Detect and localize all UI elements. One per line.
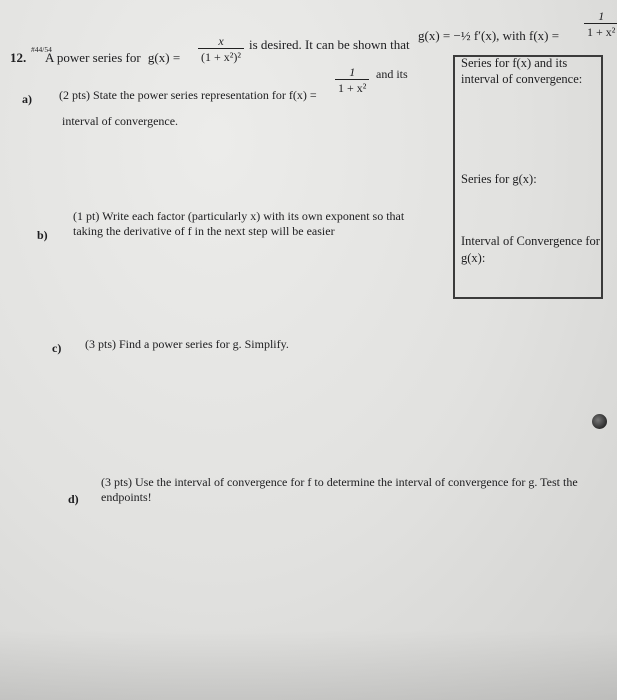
part-d-label: d)	[68, 492, 79, 506]
answer-box-interval-g: Interval of Convergence for g(x):	[461, 234, 600, 265]
part-b-label: b)	[37, 228, 48, 242]
part-b-line-2: taking the derivative of f in the next step will be easier	[73, 224, 335, 238]
binder-hole-icon	[592, 414, 607, 429]
page-shadow	[0, 630, 617, 700]
f-fraction-numerator: 1	[598, 9, 605, 23]
derivative-relation: g(x) = −½ f′(x), with f(x) =	[418, 28, 560, 43]
question-desired-text: is desired. It can be shown that	[249, 37, 410, 52]
f-fraction	[582, 10, 617, 39]
g-label: g(x) =	[147, 50, 181, 65]
f-fraction-denominator: 1 + x²	[584, 23, 617, 39]
part-c-text: (3 pts) Find a power series for g. Simplify.	[85, 337, 289, 351]
g-fraction-numerator: x	[218, 34, 224, 48]
answer-box-series-g: Series for g(x):	[461, 172, 537, 186]
part-d-text	[101, 475, 578, 505]
part-b-text	[73, 209, 404, 239]
answer-box-title: Series for f(x) and its interval of convergence:	[461, 56, 583, 86]
part-c-label: c)	[52, 341, 62, 355]
part-a-fraction	[333, 66, 371, 95]
question-number: 12.	[10, 50, 27, 65]
g-fraction	[196, 35, 246, 64]
part-d-line-1: (3 pts) Use the interval of convergence for f to determine the interval of convergence for g. Test the	[101, 475, 578, 489]
part-a-continuation: interval of convergence.	[62, 114, 179, 128]
part-a-fraction-numerator: 1	[349, 65, 356, 79]
question-intro-text: A power series for	[45, 50, 141, 65]
part-a-label: a)	[22, 92, 32, 106]
g-fraction-denominator: (1 + x²)²	[198, 48, 244, 64]
part-a-fraction-denominator: 1 + x²	[335, 79, 369, 95]
part-d-line-2: endpoints!	[101, 490, 152, 504]
question-tag: #44/54	[31, 45, 52, 54]
question-intro	[45, 50, 180, 66]
part-b-line-1: (1 pt) Write each factor (particularly x) with its own exponent so that	[73, 209, 405, 223]
part-a-text: (2 pts) State the power series representation for f(x) =	[59, 88, 317, 102]
part-a-suffix: and its	[376, 67, 408, 81]
